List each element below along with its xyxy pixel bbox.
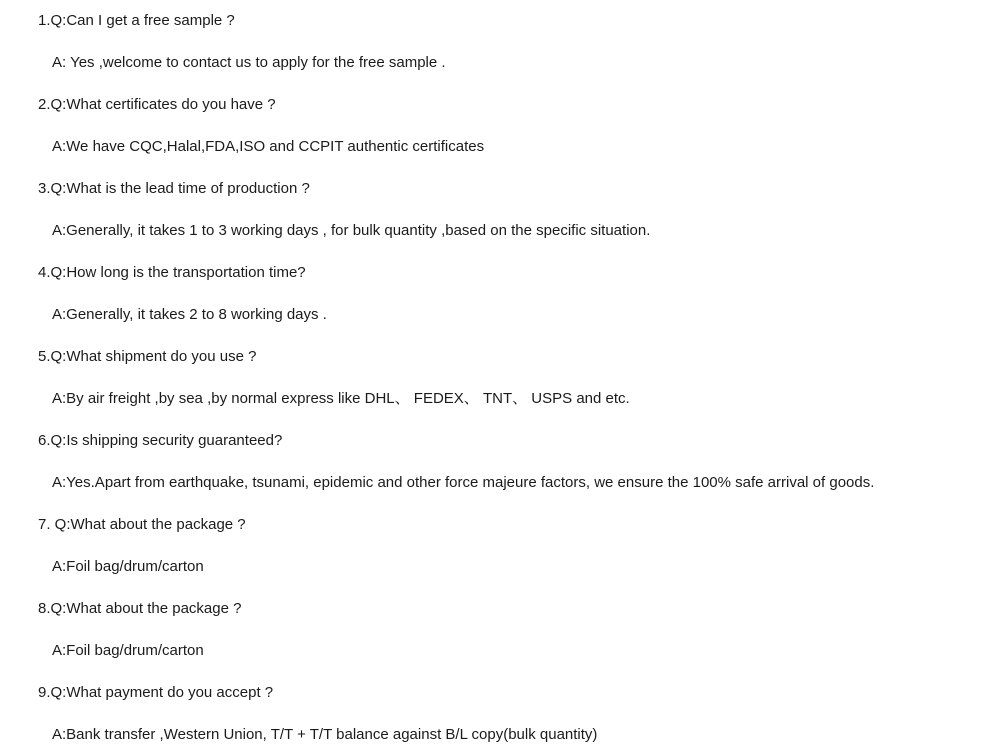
faq-question-line: 5.Q:What shipment do you use ? <box>38 348 257 365</box>
faq-question-line: 2.Q:What certificates do you have ? <box>38 96 276 113</box>
faq-question-line: 6.Q:Is shipping security guaranteed? <box>38 432 283 449</box>
faq-question-line: 9.Q:What payment do you accept ? <box>38 684 274 701</box>
faq-answer-line: A: Yes ,welcome to contact us to apply for the free sample . <box>52 54 446 71</box>
faq-answer-line: A:Bank transfer ,Western Union, T/T + T/T balance against B/L copy(bulk quantity) <box>52 726 598 743</box>
faq-answer-line: A:Generally, it takes 1 to 3 working days , for bulk quantity ,based on the specific situation. <box>52 222 651 239</box>
faq-question-line: 1.Q:Can I get a free sample ? <box>38 12 235 29</box>
faq-answer-line: A:We have CQC,Halal,FDA,ISO and CCPIT authentic certificates <box>52 138 485 155</box>
faq-question-line: 7. Q:What about the package ? <box>38 516 246 533</box>
faq-question-line: 3.Q:What is the lead time of production ? <box>38 180 310 197</box>
faq-answer-line: A:Foil bag/drum/carton <box>52 642 204 659</box>
faq-question-line: 8.Q:What about the package ? <box>38 600 242 617</box>
faq-answer-line: A:By air freight ,by sea ,by normal express like DHL、 FEDEX、 TNT、 USPS and etc. <box>52 390 630 407</box>
faq-answer-line: A:Yes.Apart from earthquake, tsunami, epidemic and other force majeure factors, we ensure the 100% safe arrival of goods. <box>52 474 875 491</box>
faq-answer-line: A:Generally, it takes 2 to 8 working days . <box>52 306 327 323</box>
faq-answer-line: A:Foil bag/drum/carton <box>52 558 204 575</box>
faq-question-line: 4.Q:How long is the transportation time? <box>38 264 306 281</box>
